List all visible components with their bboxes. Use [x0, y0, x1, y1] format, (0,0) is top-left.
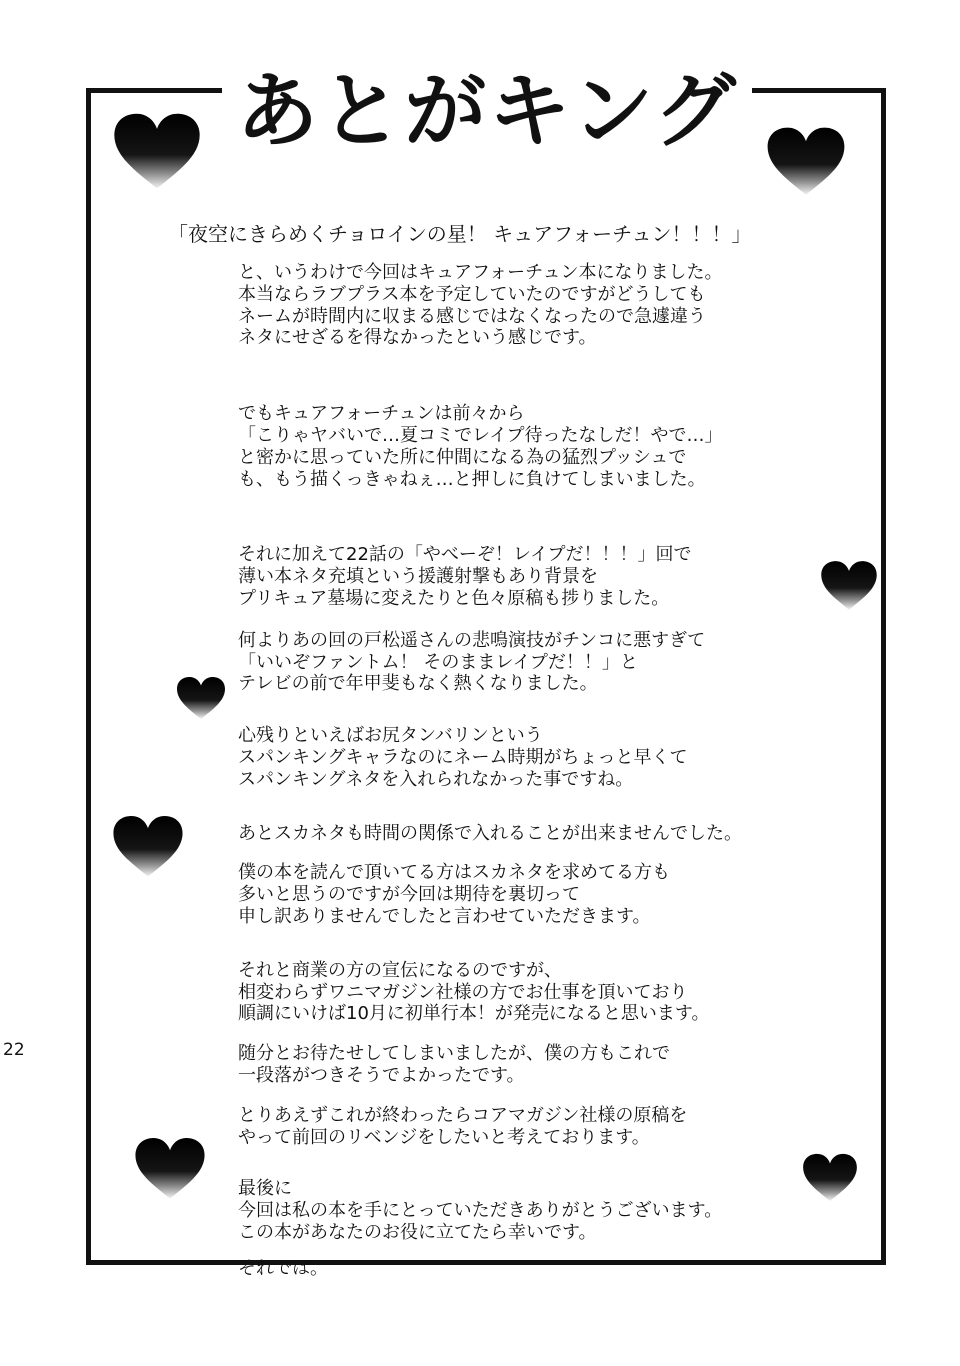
heart-icon	[112, 814, 184, 880]
paragraph: それでは。	[238, 1257, 328, 1279]
paragraph: それに加えて22話の「やべーぞ！レイプだ！！！」回で 薄い本ネタ充填という援護射撃もあり背景を プリキュア墓場に変えたりと色々原稿も捗りました。	[238, 544, 692, 609]
heart-icon	[134, 1136, 206, 1202]
paragraph: それと商業の方の宣伝になるのですが、 相変わらずワニマガジン社様の方でお仕事を頂いており 順調にいけば10月に初単行本！が発売になると思います。	[238, 959, 710, 1025]
heart-icon	[820, 560, 878, 612]
paragraph: と、いうわけで今回はキュアフォーチュン本になりました。 本当ならラブプラス本を予定していたのですがどうしても ネームが時間内に収まる感じではなくなったので急遽違う ネタにせざるを得なかったという感じです。	[238, 262, 723, 349]
paragraph: 何よりあの回の戸松遥さんの悲鳴演技がチンコに悪すぎて 「いいぞファントム！ そのままレイプだ！！」と テレビの前で年甲斐もなく熱くなりました。	[238, 629, 706, 695]
paragraph: あとスカネタも時間の関係で入れることが出来ませんでした。	[238, 822, 742, 844]
page-number: 22	[3, 1040, 25, 1060]
page-title: あとがキング	[236, 63, 738, 159]
heart-icon	[176, 676, 226, 721]
paragraph: 随分とお待たせしてしまいましたが、僕の方もこれで 一段落がつきそうでよかったです。	[238, 1043, 670, 1086]
heart-icon	[766, 126, 846, 198]
paragraph: 最後に 今回は私の本を手にとっていただきありがとうございます。 この本があなたのお役に立てたら幸いです。	[238, 1178, 723, 1243]
heart-icon	[112, 112, 202, 192]
afterword-body	[238, 262, 798, 1280]
paragraph: でもキュアフォーチュンは前々から 「こりゃヤバいで…夏コミでレイプ待ったなしだ！やで…」 と密かに思っていた所に仲間になる為の猛烈プッシュで も、もう描くっきゃねぇ…と押しに負けてしまいました。	[238, 403, 723, 490]
paragraph: とりあえずこれが終わったらコアマガジン社様の原稿を やって前回のリベンジをしたいと考えております。	[238, 1104, 688, 1148]
paragraph: 僕の本を読んで頂いてる方はスカネタを求めてる方も 多いと思うのですが今回は期待を裏切って 申し訳ありませんでしたと言わせていただきます。	[238, 862, 670, 927]
paragraph: 心残りといえばお尻タンバリンという スパンキングキャラなのにネーム時期がちょっと早くて スパンキングネタを入れられなかった事ですね。	[238, 725, 688, 790]
subtitle-quote: 「夜空にきらめくチョロインの星！ キュアフォーチュン！！！」	[168, 222, 752, 246]
heart-icon	[802, 1152, 858, 1204]
